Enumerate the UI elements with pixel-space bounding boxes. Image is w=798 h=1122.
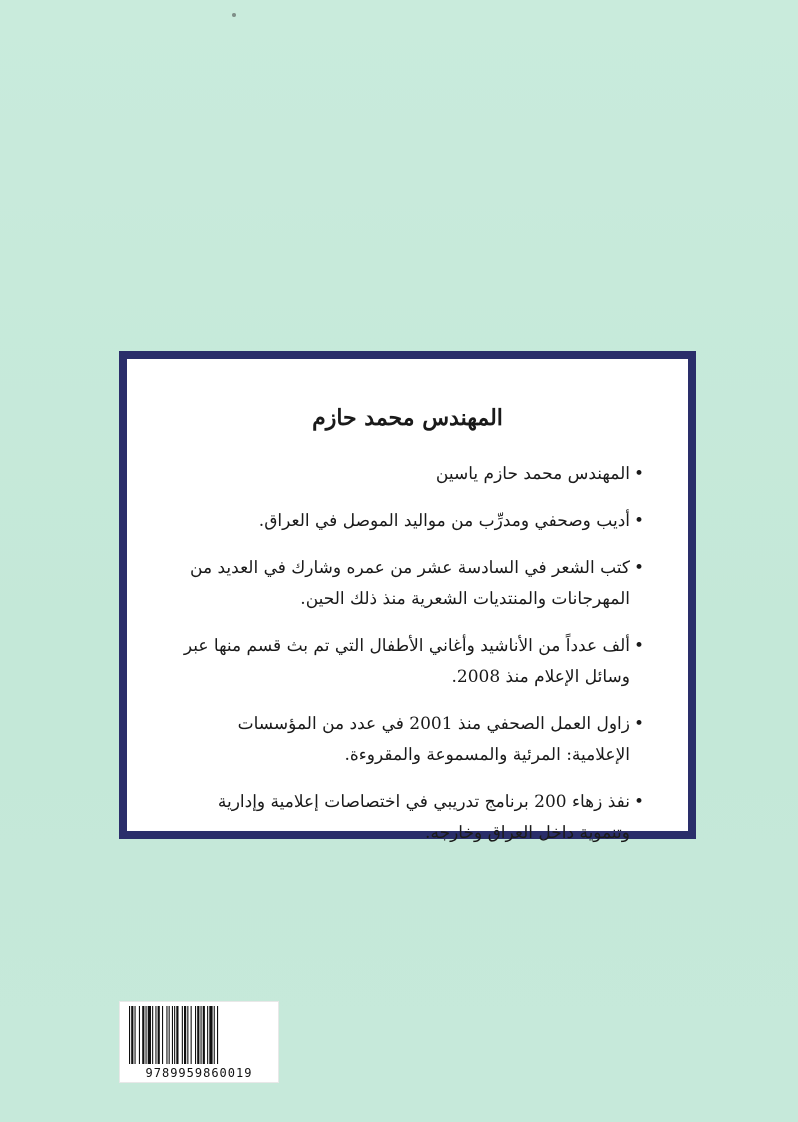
barcode-bar (176, 1006, 178, 1064)
bio-item (181, 631, 644, 693)
barcode-bar (148, 1006, 151, 1064)
bio-item (181, 787, 644, 849)
barcode-bar (174, 1006, 175, 1064)
bio-item-text: كتب الشعر في السادسة عشر من عمره وشارك في العديد من المهرجانات والمنتديات الشعرية منذ ذلك الحين. (190, 558, 630, 609)
barcode-bar (197, 1006, 199, 1064)
author-name-heading: المهندس محمد حازم (312, 405, 503, 431)
barcode-bar (214, 1006, 215, 1064)
barcode-bar (207, 1006, 208, 1064)
barcode-digits: 9789959860019 (145, 1066, 253, 1080)
barcode-bar (203, 1006, 205, 1064)
bio-item (181, 709, 644, 771)
barcode-bar (166, 1006, 167, 1064)
barcode-bar (129, 1006, 130, 1064)
barcode-bar (184, 1006, 186, 1064)
barcode-bar (139, 1006, 140, 1064)
bio-item (181, 506, 644, 537)
barcode-bar (195, 1006, 196, 1064)
bullet-icon: • (633, 792, 644, 812)
barcode-bar (191, 1006, 192, 1064)
barcode-bar (172, 1006, 173, 1064)
barcode-bar (135, 1006, 136, 1064)
bullet-icon: • (633, 636, 644, 656)
barcode-bar (152, 1006, 153, 1064)
bio-item (181, 459, 644, 490)
bullet-icon: • (633, 511, 644, 531)
bio-list (181, 459, 644, 865)
bullet-icon: • (633, 714, 644, 734)
speck-mark (232, 13, 236, 17)
barcode-bar (209, 1006, 212, 1064)
barcode-bar (142, 1006, 144, 1064)
isbn-barcode (119, 1001, 279, 1083)
barcode-bar (158, 1006, 160, 1064)
barcode-bar (169, 1006, 170, 1064)
barcode-bar (131, 1006, 133, 1064)
barcode-bar (162, 1006, 163, 1064)
bio-item-text: أديب وصحفي ومدرِّب من مواليد الموصل في العراق. (258, 511, 630, 531)
barcode-bar (187, 1006, 188, 1064)
bio-item-text: ألف عدداً من الأناشيد وأغاني الأطفال التي تم بث قسم منها عبر وسائل الإعلام منذ 2008. (183, 636, 630, 687)
bio-item-text: زاول العمل الصحفي منذ 2001 في عدد من المؤسسات الإعلامية: المرئية والمسموعة والمقروءة. (237, 714, 630, 765)
bio-item-text: نفذ زهاء 200 برنامج تدريبي في اختصاصات إعلامية وإدارية وتنموية داخل العراق وخارجه. (217, 792, 630, 843)
barcode-bars (127, 1006, 273, 1064)
barcode-bar (182, 1006, 183, 1064)
barcode-bar (155, 1006, 156, 1064)
bio-item-text: المهندس محمد حازم ياسين (435, 464, 630, 484)
barcode-bar (217, 1006, 218, 1064)
barcode-bar (201, 1006, 202, 1064)
barcode-bar (146, 1006, 147, 1064)
bio-item (181, 553, 644, 615)
author-bio-panel (119, 351, 696, 843)
bullet-icon: • (633, 464, 644, 484)
bullet-icon: • (633, 558, 644, 578)
